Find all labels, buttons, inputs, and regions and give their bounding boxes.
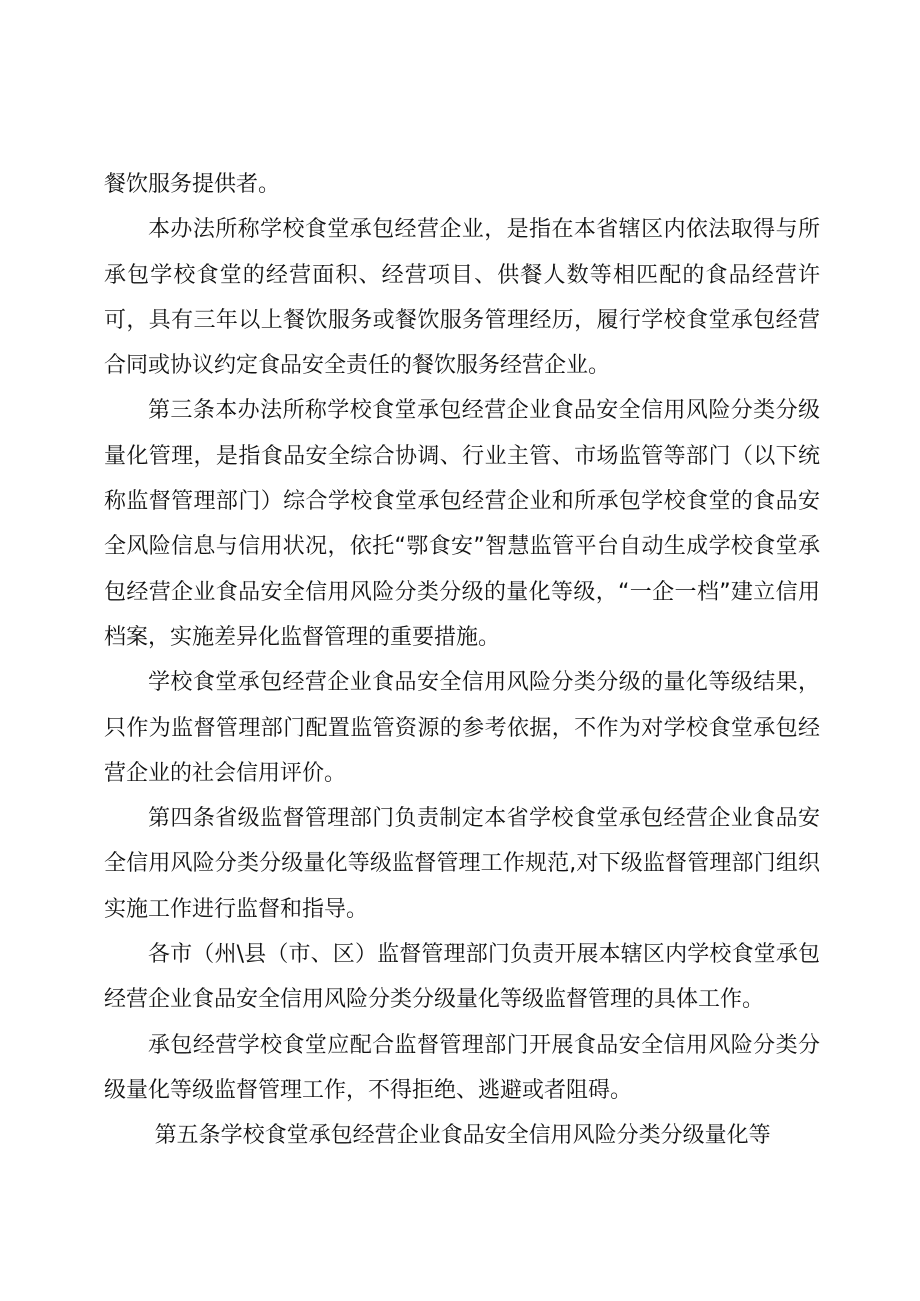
paragraph-article-5: 第五条学校食堂承包经营企业食品安全信用风险分类分级量化等 — [154, 1123, 771, 1149]
paragraph-article-4: 第四条省级监督管理部门负责制定本省学校食堂承包经营企业食品安全信用风险分类分级量化等级监督管理工作规范,对下级监督管理部门组织实施工作进行监督和指导。 — [104, 806, 820, 922]
paragraph-grading-result: 学校食堂承包经营企业食品安全信用风险分类分级的量化等级结果，只作为监督管理部门配置监管资源的参考依据，不作为对学校食堂承包经营企业的社会信用评价。 — [104, 670, 820, 786]
document-body — [104, 162, 820, 1159]
paragraph-definition-enterprise: 本办法所称学校食堂承包经营企业，是指在本省辖区内依法取得与所承包学校食堂的经营面积、经营项目、供餐人数等相匹配的食品经营许可，具有三年以上餐饮服务或餐饮服务管理经历，履行学校食堂承包经营合同或协议约定食品安全责任的餐饮服务经营企业。 — [104, 217, 820, 379]
paragraph-local-departments: 各市（州\县（市、区）监督管理部门负责开展本辖区内学校食堂承包经营企业食品安全信用风险分类分级量化等级监督管理的具体工作。 — [104, 942, 820, 1013]
paragraph-continuation: 餐饮服务提供者。 — [104, 172, 281, 197]
paragraph-article-3: 第三条本办法所称学校食堂承包经营企业食品安全信用风险分类分级量化管理，是指食品安全综合协调、行业主管、市场监管等部门（以下统称监督管理部门）综合学校食堂承包经营企业和所承包学校食堂的食品安全风险信息与信用状况，依托“鄂食安”智慧监管平台自动生成学校食堂承包经营企业食品安全信用风险分类分级的量化等级，“一企一档”建立信用档案，实施差异化监督管理的重要措施。 — [104, 398, 820, 650]
paragraph-cooperation: 承包经营学校食堂应配合监督管理部门开展食品安全信用风险分类分级量化等级监督管理工作，不得拒绝、逃避或者阻碍。 — [104, 1032, 820, 1103]
